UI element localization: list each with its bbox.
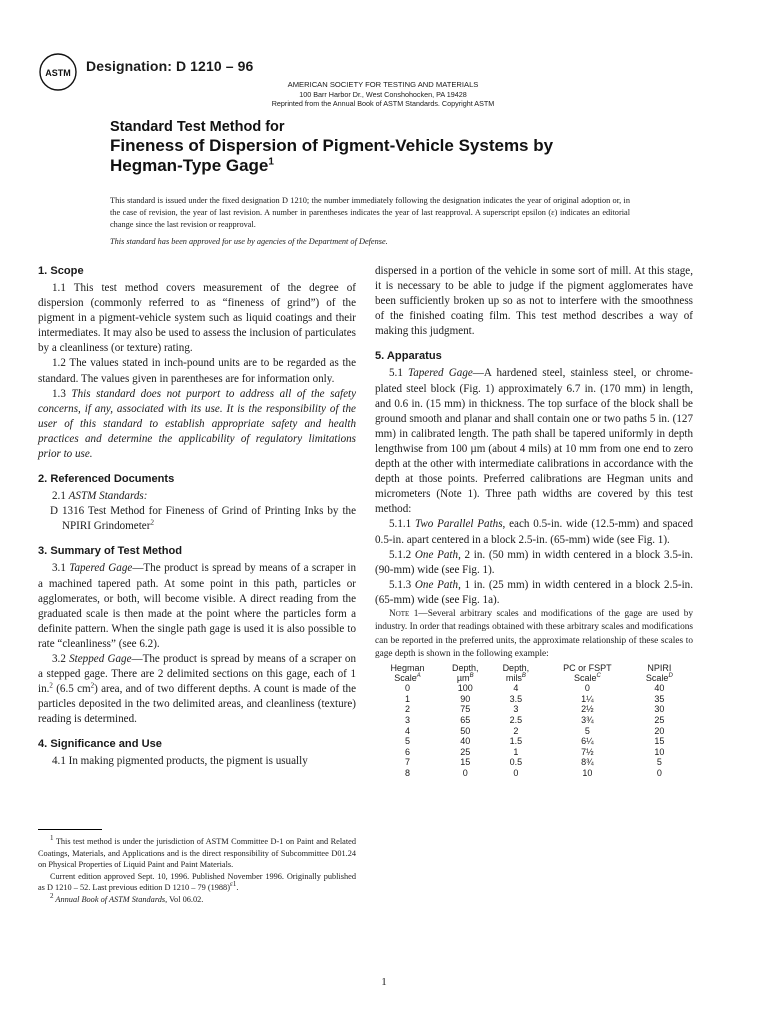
- table-row: [375, 704, 685, 715]
- paragraph-3-1: 3.1 Tapered Gage—The product is spread by means of a scraper in a machined tapered path. At some point in this path, particles or agglomerates, or both, will become visible. A direct reading from the graduated scale is then made at the point where the particles form a definite pattern. When the single path gage is used it is also possible to rate “cleanliness” (see 6.2).: [38, 562, 357, 650]
- table-row: [375, 747, 685, 758]
- table-cell: 50: [460, 725, 471, 736]
- table-cell: 5: [584, 725, 590, 736]
- logo-text: ASTM: [45, 68, 71, 78]
- table-row: [375, 694, 685, 705]
- issuance-notice: This standard is issued under the fixed designation D 1210; the number immediately following the designation indicates the year of original adoption or, in the case of revision, the year of last revision. A number in parentheses indicates the year of last reapproval. A superscript epsilon (ε) indicates an editorial change since the last revision or reapproval.: [110, 196, 630, 229]
- title-line-2: Fineness of Dispersion of Pigment-Vehicle Systems by: [110, 136, 554, 155]
- table-cell: 6¼: [581, 736, 594, 747]
- title-footnote-marker: 1: [268, 156, 274, 168]
- footnote-rule: [38, 829, 102, 830]
- table-cell: 40: [654, 683, 665, 694]
- page-number: 1: [381, 976, 387, 988]
- table-cell: 90: [460, 693, 471, 704]
- publisher-address: 100 Barr Harbor Dr., West Conshohocken, PA 19428: [299, 89, 467, 99]
- paragraph-5-1-2: 5.1.2 One Path, 2 in. (50 mm) in width centered in a block 3.5-in. (90-mm) wide (see Fig. 1).: [375, 548, 693, 576]
- table-cell: 1.5: [509, 736, 523, 747]
- table-cell: 0: [584, 683, 590, 694]
- table-cell: 75: [460, 704, 471, 715]
- designation: Designation: D 1210 – 96: [86, 58, 254, 74]
- left-column: [38, 264, 356, 770]
- table-cell: 30: [654, 704, 665, 715]
- paragraph-5-1-3: 5.1.3 One Path, 1 in. (25 mm) in width centered in a block 2.5-in. (65-mm) wide (see Fig. 1a).: [375, 578, 693, 606]
- table-cell: 3: [513, 704, 519, 715]
- table-cell: 1¼: [581, 693, 594, 704]
- table-cell: 25: [460, 746, 471, 757]
- section-heading-apparatus: 5. Apparatus: [375, 350, 442, 363]
- table-cell: 2: [513, 725, 519, 736]
- section-heading-significance: 4. Significance and Use: [38, 738, 162, 751]
- table-cell: 40: [460, 736, 471, 747]
- header-depth-mils: Depth, mils$^B$: [502, 663, 530, 684]
- paragraph-3-2: 3.2 Stepped Gage—The product is spread by means of a scraper on a stepped gage. There are 2 delimited sections on this gage, each of 1 in.$^2$ (6.5 $cm^2$) area, and of two different depths. A count is made of the particles deposited in the two delimited areas, and cleanliness (texture) reading is determined.: [38, 652, 357, 726]
- table-row: [375, 757, 685, 768]
- paragraph-1-1: 1.1 This test method covers measurement of the degree of dispersion (commonly referred to as “fineness of grind”) of the pigment in a pigment-vehicle system such as liquid coatings and their intermediates. It may also be used to assess the inclusion of particulates by a cleanliness (or texture) rating.: [38, 282, 356, 355]
- table-cell: 3¾: [581, 714, 594, 725]
- publisher-name: AMERICAN SOCIETY FOR TESTING AND MATERIALS: [287, 80, 479, 89]
- table-cell: 4: [404, 725, 410, 736]
- gage-scale-table: [375, 663, 685, 778]
- paragraph-5-1: 5.1 Tapered Gage—A hardened steel, stainless steel, or chrome-plated steel block (Fig. 1) approximately 6.7 in. (170 mm) in length, and 0.6 in. (15 mm) in thickness. The top surface of the block shall be ground smooth and planar and shall contain one or two paths 5 in. (127 mm) in calibrated length. The path shall be tapered uniformly in depth lengthwise from 100 µm (about 4 mils) at 10 mm from one end to zero depth at the other with intermediate calibrations in accordance with the depth at those points. Preferred calibrations are Hegman units and micrometers (Note 1). Three path widths are covered by this test method:: [375, 367, 693, 516]
- table-cell: 100: [457, 683, 473, 694]
- table-cell: 65: [460, 714, 471, 725]
- table-cell: 1: [404, 693, 410, 704]
- astm-logo: [38, 52, 78, 92]
- table-row: [375, 683, 685, 694]
- table-cell: 3.5: [509, 693, 523, 704]
- table-cell: 8¾: [581, 757, 594, 768]
- footnote-1-edition: Current edition approved Sept. 10, 1996. Published November 1996. Originally published as D 1210 – 52. Last previous edition D 1210 – 79 $(1988)^{\varepsilon 1}$.: [38, 871, 356, 893]
- table-cell: 4: [513, 683, 519, 694]
- section-heading-summary: 3. Summary of Test Method: [38, 545, 183, 558]
- table-cell: 15: [460, 757, 471, 768]
- paragraph-2-1: 2.1 ASTM Standards:: [52, 490, 148, 503]
- table-cell: 10: [654, 746, 665, 757]
- table-cell: 15: [654, 736, 665, 747]
- table-cell: 1: [513, 746, 519, 757]
- table-cell: 25: [654, 714, 665, 725]
- table-cell: 8: [404, 767, 410, 778]
- paragraph-1-3: 1.3 This standard does not purport to address all of the safety concerns, if any, associated with its use. It is the responsibility of the user of this standard to establish appropriate safety and health practices and determine the applicability of regulatory limitations prior to use.: [38, 387, 356, 461]
- table-cell: 2: [404, 704, 410, 715]
- table-row: [375, 736, 685, 747]
- header-pc-fspt: PC or FSPT Scale$^C$: [563, 663, 612, 684]
- header-hegman: Hegman Scale$^A$: [390, 663, 425, 684]
- table-header-row: [375, 663, 685, 683]
- table-cell: 0: [462, 767, 468, 778]
- title-line-1: Standard Test Method for: [110, 119, 285, 135]
- table-cell: 0.5: [509, 757, 523, 768]
- document-title: [110, 118, 553, 176]
- publisher-block: [200, 80, 566, 109]
- table-cell: 0: [656, 767, 662, 778]
- footnote-2: $^2$ Annual Book of ASTM Standards, Vol 06.02.: [50, 892, 204, 904]
- table-cell: 10: [582, 767, 593, 778]
- note-1: Note 1—Several arbitrary scales and modifications of the gage are used by industry. In order that readings obtained with these arbitrary scales and modifications can be reported in the preferred units, the approximate relationship of these scales to gage depth is shown in the following example:: [375, 608, 693, 659]
- paragraph-4-1-continued: dispersed in a portion of the vehicle in some sort of mill. At this stage, it is necessary to be able to judge if the pigment agglomerates have been sufficiently broken up so as not to interfere with the smoothness of the finished coating film. This test method describes a way of making this judgment.: [375, 265, 693, 338]
- table-cell: 7: [404, 757, 410, 768]
- header-depth-um: Depth, µm$^B$: [451, 663, 479, 684]
- header-npiri: NPIRI Scale$^D$: [645, 663, 673, 684]
- reference-d1316: D 1316 Test Method for Fineness of Grind of Printing Inks by the NPIRI Grindometer$^2$: [50, 505, 356, 533]
- section-heading-referenced-documents: 2. Referenced Documents: [38, 473, 175, 486]
- section-heading-scope: 1. Scope: [38, 265, 84, 277]
- table-row: [375, 715, 685, 726]
- right-column: [375, 264, 693, 779]
- table-row: [375, 726, 685, 737]
- table-cell: 6: [404, 746, 410, 757]
- table-row: [375, 768, 685, 779]
- reprint-notice: Reprinted from the Annual Book of ASTM Standards. Copyright ASTM: [271, 99, 495, 109]
- table-cell: 2.5: [509, 714, 523, 725]
- paragraph-5-1-1: 5.1.1 Two Parallel Paths, each 0.5-in. wide (12.5-mm) and spaced 0.5-in. apart centered in a block 2.5-in. (65-mm) wide (see Fig. 1).: [375, 518, 693, 546]
- table-cell: 5: [404, 736, 410, 747]
- table-cell: 35: [654, 693, 665, 704]
- footnote-1: $^1$ This test method is under the jurisdiction of ASTM Committee D-1 on Paint and Related Coatings, Materials, and Applications and is the direct responsibility of Subcommittee D01.24 on Physical Properties of Liquid Paint and Paint Materials.: [38, 834, 356, 870]
- table-cell: 2½: [581, 704, 594, 715]
- title-line-3: Hegman-Type Gage$^1$: [110, 156, 274, 175]
- table-cell: 3: [404, 714, 410, 725]
- table-cell: 5: [656, 757, 662, 768]
- table-cell: 20: [654, 725, 665, 736]
- table-cell: 0: [513, 767, 519, 778]
- table-cell: 0: [404, 683, 410, 694]
- footnotes: [38, 836, 356, 906]
- paragraph-4-1: 4.1 In making pigmented products, the pigment is usually: [52, 755, 308, 768]
- dod-approval: This standard has been approved for use by agencies of the Department of Defense.: [110, 237, 388, 246]
- paragraph-1-2: 1.2 The values stated in inch-pound units are to be regarded as the standard. The values given in parentheses are for information only.: [38, 357, 356, 385]
- table-cell: 7½: [581, 746, 594, 757]
